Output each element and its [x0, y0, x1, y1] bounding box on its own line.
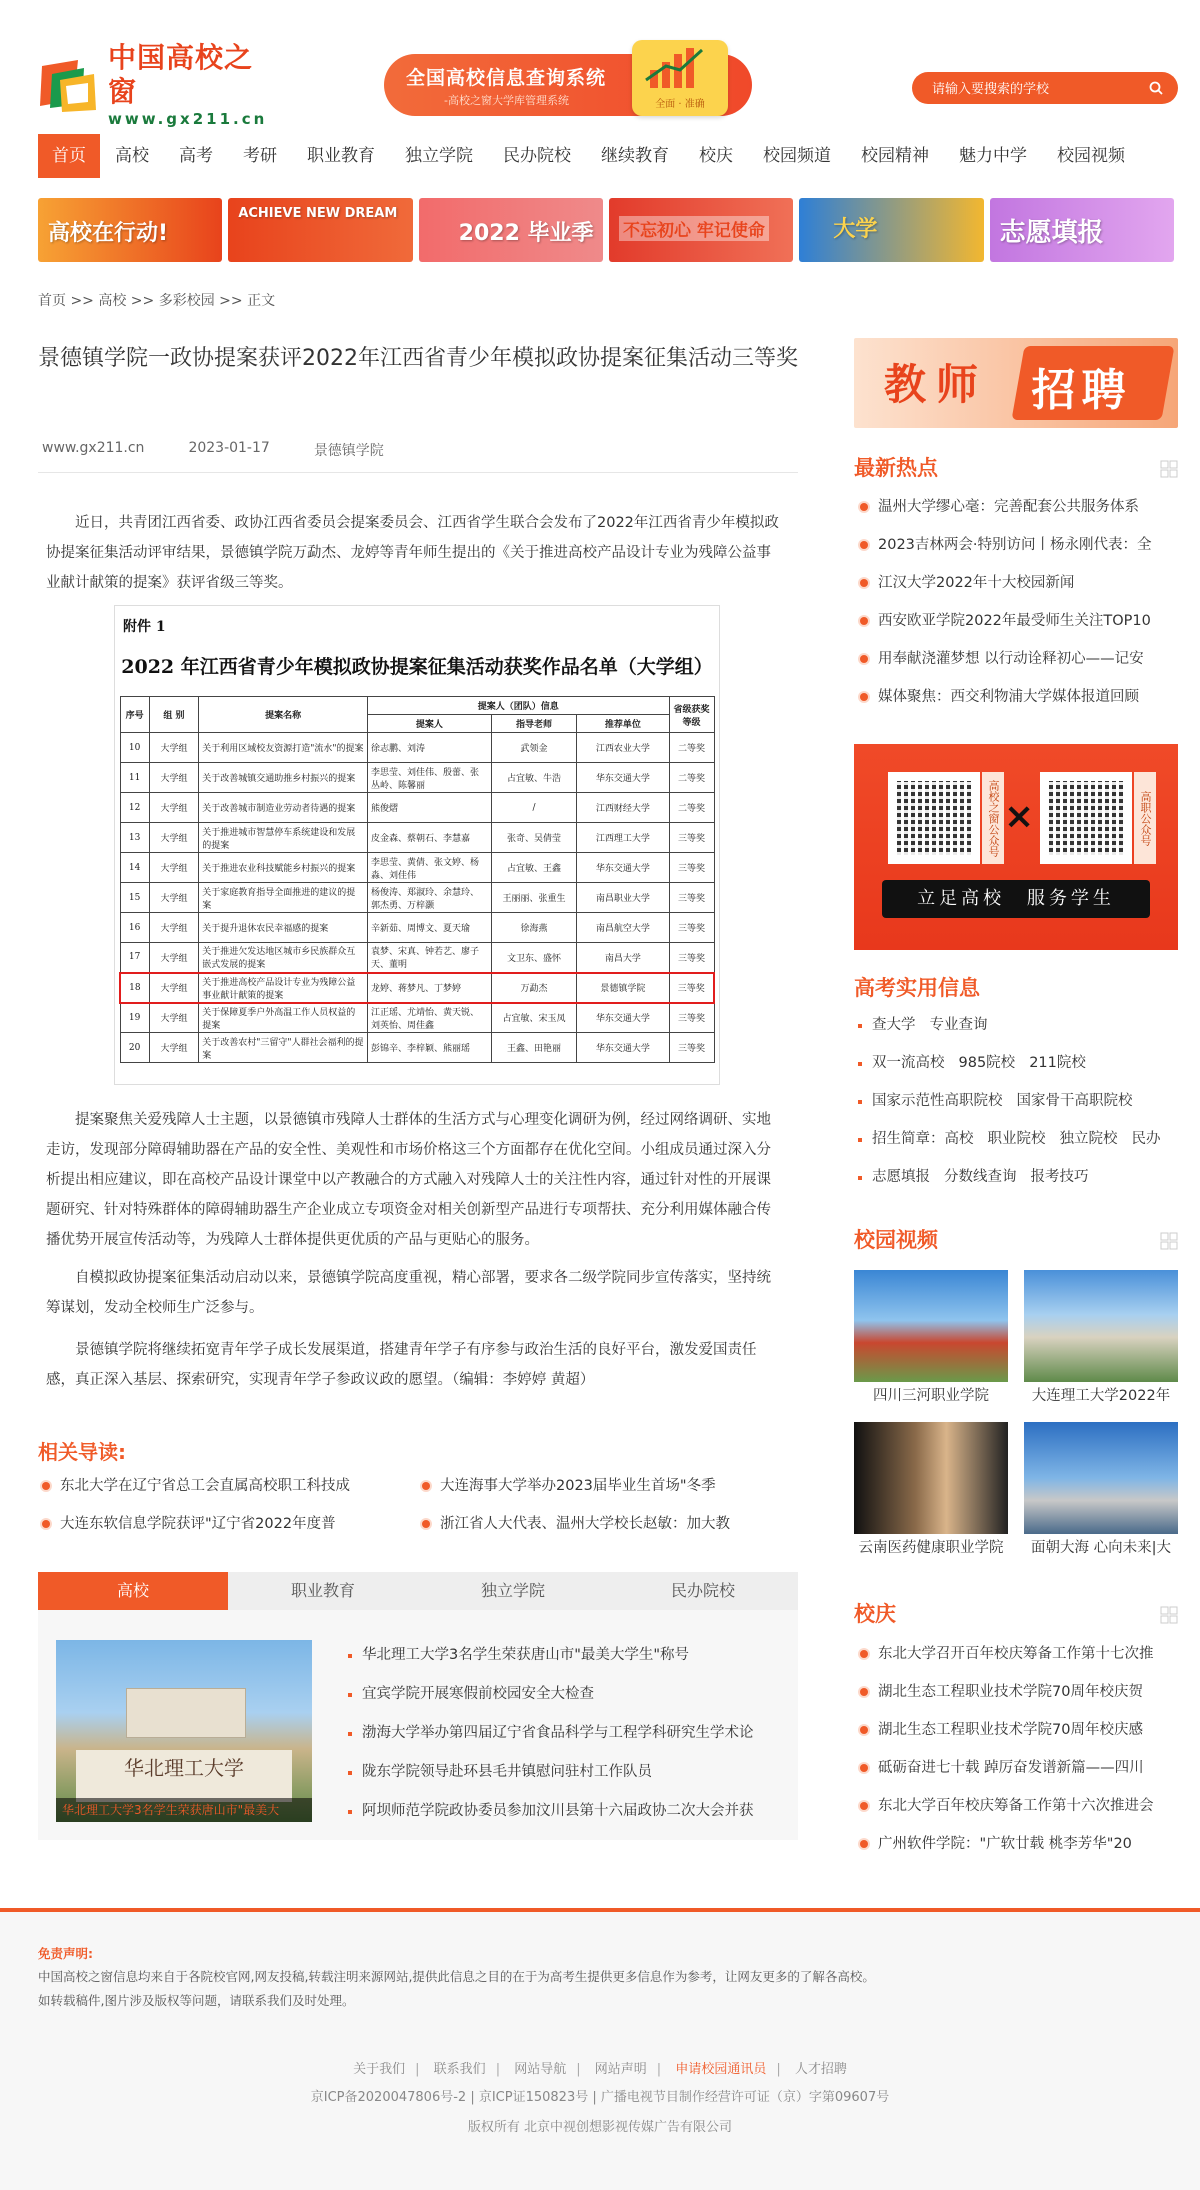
info-link[interactable]: 专业查询 — [929, 1017, 988, 1033]
video-thumbnail — [1024, 1422, 1178, 1534]
breadcrumb[interactable]: 首页 >> 高校 >> 多彩校园 >> 正文 — [38, 293, 276, 309]
award-cell: 熊俊熠 — [368, 793, 492, 823]
article-paragraph: 近日，共青团江西省委、政协江西省委员会提案委员会、江西省学生联合会发布了2022年江西省青少年模拟政协提案征集活动评审结果，景德镇学院万勐杰、龙婷等青年师生提出的《关于推进高校产品设计专业为残障公益事业献计献策的提案》获评省级三等奖。 — [46, 515, 779, 591]
award-cell: 李思莹、黄倩、张文婷、杨淼、刘佳伟 — [368, 853, 492, 883]
promo-banner[interactable] — [228, 198, 412, 262]
footer-links: 关于我们 | 联系我们 | 网站导航 | 网站声明 | 申请校园通讯员 | 人才招聘 — [353, 2062, 847, 2077]
award-cell: 三等奖 — [669, 1033, 714, 1063]
tab-news-link[interactable]: 华北理工大学3名学生荣获唐山市"最美大学生"称号 — [348, 1636, 788, 1675]
award-cell: 关于改善农村"三留守"人群社会福利的提案 — [199, 1033, 368, 1063]
award-cell: 武领金 — [491, 733, 577, 763]
search-input[interactable] — [932, 78, 1132, 98]
footer-link-correspondent[interactable]: 申请校园通讯员 — [675, 2062, 767, 2077]
related-link[interactable]: 大连海事大学举办2023届毕业生首场"冬季 — [418, 1474, 798, 1498]
featured-news-caption: 华北理工大学3名学生荣获唐山市"最美大 — [56, 1798, 312, 1822]
anniversary-heading — [854, 1598, 1178, 1628]
related-heading: 相关导读: — [38, 1440, 126, 1464]
col-header: 指导老师 — [491, 715, 577, 733]
promo-banner-text: 大学 — [833, 217, 878, 242]
promo-banner-text: 2022 毕业季 — [458, 221, 594, 246]
divider — [38, 472, 798, 473]
disclaimer-text: 中国高校之窗信息均来自于各院校官网,网友投稿,转载注明来源网站,提供此信息之目的在于为高考生提供更多信息作为参考，让网友更多的了解各高校。 — [38, 1969, 875, 1984]
tab-news-list — [348, 1636, 788, 1831]
article-paragraph: 提案聚焦关爱残障人士主题，以景德镇市残障人士群体的生活方式与心理变化调研为例，经过网络调研、实地走访，发现部分障碍辅助器在产品的安全性、美观性和市场价格这三个方面都存在优化空间。小组成员通过深入分析提出相应建议，即在高校产品设计课堂中以产教融合的方式融入对残障人士的关注性内容，通过针对性的开展课题研究、针对特殊群体的障碍辅助器生产企业成立专项资金对相关创新型产品进行专项帮扶、充分利用媒体融合传播优势开展宣传活动等，为残障人士群体提供更优质的产品与更贴心的服务。 — [46, 1112, 771, 1248]
award-cell: 大学组 — [149, 883, 199, 913]
award-cell: 张奇、吴倩莹 — [491, 823, 577, 853]
award-cell: 三等奖 — [669, 883, 714, 913]
article-paragraph: 自模拟政协提案征集活动启动以来，景德镇学院高度重视，精心部署，要求各二级学院同步宣传落实，坚持统筹谋划，发动全校师生广泛参与。 — [46, 1270, 771, 1316]
video-grid — [854, 1270, 1178, 1562]
award-list-image — [114, 605, 720, 1085]
campus-stone-text: 华北理工大学 — [76, 1750, 292, 1802]
award-cell: 占宜敏、牛浩 — [491, 763, 577, 793]
award-cell: 大学组 — [149, 943, 199, 973]
nav-independent[interactable]: 独立学院 — [405, 146, 473, 166]
award-cell: 三等奖 — [669, 943, 714, 973]
award-cell: 大学组 — [149, 763, 199, 793]
award-cell: 华东交通大学 — [577, 853, 669, 883]
tab-news-link[interactable]: 阿坝师范学院政协委员参加汶川县第十六届政协二次大会并获 — [348, 1792, 788, 1831]
award-cell: 江西财经大学 — [577, 793, 669, 823]
search-icon[interactable] — [1148, 80, 1164, 96]
award-cell: 12 — [120, 793, 149, 823]
award-cell: 大学组 — [149, 973, 199, 1003]
recruit-right-text: 招聘 — [1031, 365, 1132, 416]
related-link[interactable]: 浙江省人大代表、温州大学校长赵敏：加大教 — [418, 1512, 798, 1536]
hot-news-link[interactable]: 西安欧亚学院2022年最受师生关注TOP10 — [856, 602, 1178, 640]
award-row — [120, 763, 714, 793]
tab-independent[interactable]: 独立学院 — [480, 1581, 545, 1600]
main-nav — [38, 134, 1178, 178]
hot-news-link[interactable]: 温州大学缪心毫：完善配套公共服务体系 — [856, 488, 1178, 526]
hot-news-title: 最新热点 — [854, 456, 938, 480]
chart-illustration-icon — [632, 40, 728, 116]
award-cell: 袁梦、宋真、钟若艺、廖子天、董明 — [368, 943, 492, 973]
col-header: 省级获奖等级 — [669, 697, 714, 733]
award-cell: 18 — [120, 973, 149, 1003]
promo-banner-text: ACHIEVE NEW DREAM — [238, 206, 398, 221]
footer-link-contact[interactable]: 联系我们 — [433, 2062, 486, 2077]
award-cell: 三等奖 — [669, 1003, 714, 1033]
award-cell: 关于推进农业科技赋能乡村振兴的提案 — [199, 853, 368, 883]
award-cell: 大学组 — [149, 823, 199, 853]
related-link[interactable]: 大连东软信息学院获评"辽宁省2022年度普 — [38, 1512, 418, 1536]
footer-link-jobs[interactable]: 人才招聘 — [794, 2062, 847, 2077]
query-banner-title: 全国高校信息查询系统 — [406, 67, 607, 89]
university-query-banner[interactable] — [384, 54, 752, 116]
recruit-left-text: 教师 — [884, 360, 989, 409]
promo-banner-text: 不忘初心 牢记使命 — [619, 216, 769, 241]
article-paragraph: 景德镇学院将继续拓宽青年学子成长发展渠道，搭建青年学子有序参与政治生活的良好平台，激发爱国责任感，真正深入基层、探索研究，实现青年学子参政议政的愿望。（编辑：李婷婷 黄超） — [46, 1342, 757, 1388]
tab-panel — [38, 1610, 798, 1840]
award-cell: 大学组 — [149, 1003, 199, 1033]
info-row — [856, 1006, 1178, 1044]
logo-url: www.gx211.cn — [108, 110, 268, 128]
article-meta — [42, 440, 384, 460]
footer-link-statement[interactable]: 网站声明 — [594, 2062, 647, 2077]
wechat-qr-banner — [854, 744, 1178, 950]
nav-campus-channel[interactable]: 校园频道 — [763, 146, 831, 166]
award-cell: 南昌职业大学 — [577, 883, 669, 913]
tab-news-link[interactable]: 宜宾学院开展寒假前校园安全大检查 — [348, 1675, 788, 1714]
award-cell: 杨俊涛、郑淑玲、余慧玲、郭杰勇、万梓灏 — [368, 883, 492, 913]
col-group-header: 提案人（团队）信息 — [368, 697, 670, 715]
nav-vocational[interactable]: 职业教育 — [307, 146, 375, 166]
anniversary-title: 校庆 — [854, 1602, 896, 1626]
award-cell: 关于改善城市制造业劳动者待遇的提案 — [199, 793, 368, 823]
logo-mark-icon — [38, 56, 100, 114]
anniversary-link[interactable]: 东北大学百年校庆筹备工作第十六次推进会 — [856, 1787, 1178, 1825]
info-link[interactable]: 双一流高校 — [872, 1055, 945, 1071]
award-row — [120, 1003, 714, 1033]
video-thumbnail — [854, 1422, 1008, 1534]
promo-banner[interactable] — [990, 198, 1174, 262]
award-cell: 20 — [120, 1033, 149, 1063]
teacher-recruitment-banner[interactable] — [854, 338, 1178, 428]
award-cell: 14 — [120, 853, 149, 883]
award-cell: 19 — [120, 1003, 149, 1033]
award-cell: 徐海燕 — [491, 913, 577, 943]
recruit-badge — [1011, 346, 1174, 420]
award-cell: 三等奖 — [669, 853, 714, 883]
qr-caption: 立足高校 服务学生 — [882, 880, 1150, 918]
search-box[interactable] — [912, 72, 1178, 104]
tab-news-link[interactable]: 渤海大学举办第四届辽宁省食品科学与工程学科研究生学术论 — [348, 1714, 788, 1753]
info-row — [856, 1044, 1178, 1082]
anniversary-link[interactable]: 东北大学召开百年校庆筹备工作第十七次推 — [856, 1635, 1178, 1673]
category-tabs — [38, 1572, 798, 1610]
hot-news-link[interactable]: 媒体聚焦：西交利物浦大学媒体报道回顾 — [856, 678, 1178, 716]
more-grid-icon[interactable] — [1160, 1606, 1178, 1624]
video-card[interactable] — [854, 1422, 1008, 1562]
award-cell: 大学组 — [149, 913, 199, 943]
qr-code-icon — [888, 772, 980, 864]
video-card[interactable] — [1024, 1422, 1178, 1562]
disclaimer-text: 如转载稿件,图片涉及版权等问题，请联系我们及时处理。 — [38, 1993, 355, 2008]
award-cell: 16 — [120, 913, 149, 943]
info-link[interactable]: 分数线查询 — [944, 1169, 1017, 1185]
award-cell: 大学组 — [149, 733, 199, 763]
anniversary-link[interactable]: 砥砺奋进七十载 踔厉奋发谱新篇——四川 — [856, 1749, 1178, 1787]
award-row — [120, 943, 714, 973]
award-cell: 二等奖 — [669, 793, 714, 823]
hot-news-heading — [854, 452, 1178, 482]
award-row — [120, 913, 714, 943]
anniversary-list — [856, 1635, 1178, 1863]
award-cell: 13 — [120, 823, 149, 853]
hot-news-link[interactable]: 用奉献浇灌梦想 以行动诠释初心——记安 — [856, 640, 1178, 678]
info-link[interactable]: 独立院校 — [1059, 1131, 1118, 1147]
hot-news-link[interactable]: 2023吉林两会·特别访问丨杨永刚代表：全 — [856, 526, 1178, 564]
info-link[interactable]: 志愿填报 — [872, 1169, 930, 1185]
award-row — [120, 823, 714, 853]
tab-news-link[interactable]: 陇东学院领导赴环县毛井镇慰问驻村工作队员 — [348, 1753, 788, 1792]
info-link[interactable]: 985院校 — [958, 1055, 1016, 1071]
award-cell: 关于提升退休农民幸福感的提案 — [199, 913, 368, 943]
award-row — [120, 793, 714, 823]
award-cell: 皮金森、蔡朝石、李慧嘉 — [368, 823, 492, 853]
video-thumbnail — [854, 1270, 1008, 1382]
building-illustration — [126, 1688, 246, 1738]
col-header: 提案名称 — [199, 697, 368, 733]
info-link[interactable]: 民办 — [1131, 1131, 1161, 1147]
hot-news-link[interactable]: 江汉大学2022年十大校园新闻 — [856, 564, 1178, 602]
hot-news-list — [856, 488, 1178, 716]
nav-campus-video[interactable]: 校园视频 — [1057, 146, 1125, 166]
info-link[interactable]: 职业院校 — [987, 1131, 1046, 1147]
award-cell: 文卫东、盛怀 — [491, 943, 577, 973]
award-cell: 关于利用区域校友资源打造"流水"的提案 — [199, 733, 368, 763]
video-title: 校园视频 — [854, 1228, 938, 1252]
footer-link-about[interactable]: 关于我们 — [353, 2062, 406, 2077]
icp-info: 京ICP备2020047806号-2 | 京ICP证150823号 | 广播电视节目制作经营许可证（京）字第09607号 — [310, 2090, 890, 2105]
award-cell: 15 — [120, 883, 149, 913]
award-cell: 11 — [120, 763, 149, 793]
query-banner-badge: 全面 · 准确 — [655, 99, 705, 110]
award-cell: 二等奖 — [669, 763, 714, 793]
award-cell: 王鑫、田艳丽 — [491, 1033, 577, 1063]
nav-anniversary[interactable]: 校庆 — [699, 146, 733, 166]
promo-banner-text: 志愿填报 — [999, 218, 1104, 248]
anniversary-link[interactable]: 广州软件学院："广软廿载 桃李芳华"20 — [856, 1825, 1178, 1863]
col-header: 组 别 — [149, 697, 199, 733]
award-row — [120, 733, 714, 763]
exam-info-list — [856, 1006, 1178, 1196]
disclaimer-title: 免责声明: — [38, 1946, 93, 1961]
info-row — [856, 1158, 1178, 1196]
video-thumbnail — [1024, 1270, 1178, 1382]
nav-universities[interactable]: 高校 — [115, 146, 149, 166]
promo-banner[interactable] — [419, 198, 603, 262]
award-row — [120, 1033, 714, 1063]
info-link[interactable]: 国家示范性高职院校 — [872, 1093, 1003, 1109]
nav-continuing[interactable]: 继续教育 — [601, 146, 669, 166]
info-link[interactable]: 查大学 — [872, 1017, 916, 1033]
article-author: 景德镇学院 — [313, 443, 384, 459]
award-cell: 徐志鹏、刘涛 — [368, 733, 492, 763]
award-cell: 彭锦辛、李梓颖、熊丽瑶 — [368, 1033, 492, 1063]
promo-banner-text: 高校在行动! — [48, 221, 169, 246]
award-cell: 二等奖 — [669, 733, 714, 763]
figure-heading: 2022 年江西省青少年模拟政协提案征集活动获奖作品名单（大学组） — [121, 656, 713, 678]
award-cell: 关于改善城镇交通助推乡村振兴的提案 — [199, 763, 368, 793]
col-header: 提案人 — [368, 715, 492, 733]
times-icon: × — [1004, 796, 1035, 837]
award-cell: 大学组 — [149, 853, 199, 883]
qr-side-label: 高校之窗公众号 — [982, 772, 1004, 864]
anniversary-link[interactable]: 湖北生态工程职业技术学院70周年校庆贺 — [856, 1673, 1178, 1711]
info-row — [856, 1120, 1178, 1158]
award-cell: / — [491, 793, 577, 823]
award-cell: 10 — [120, 733, 149, 763]
award-cell: 江西农业大学 — [577, 733, 669, 763]
footer — [0, 1912, 1200, 2190]
award-cell: 三等奖 — [669, 823, 714, 853]
info-row — [856, 1082, 1178, 1120]
award-cell: 南昌大学 — [577, 943, 669, 973]
video-card[interactable] — [1024, 1270, 1178, 1410]
exam-info-heading — [854, 972, 1178, 1002]
tab-universities[interactable]: 高校 — [38, 1572, 228, 1610]
info-link[interactable]: 国家骨干高职院校 — [1016, 1093, 1133, 1109]
award-cell: 江西理工大学 — [577, 823, 669, 853]
award-cell: 龙婷、蒋梦凡、丁梦婷 — [368, 973, 492, 1003]
more-grid-icon[interactable] — [1160, 460, 1178, 478]
related-list — [38, 1474, 798, 1536]
video-caption: 面朝大海 心向未来|大 — [1031, 1540, 1171, 1556]
award-cell: 华东交通大学 — [577, 1033, 669, 1063]
site-logo[interactable] — [38, 41, 270, 128]
tab-private[interactable]: 民办院校 — [670, 1581, 735, 1600]
nav-kaoyan[interactable]: 考研 — [243, 146, 277, 166]
col-header: 序号 — [120, 697, 149, 733]
info-link[interactable]: 211院校 — [1029, 1055, 1086, 1071]
article-date: 2023-01-17 — [188, 440, 270, 456]
figure-attachment-label: 附件 1 — [123, 619, 166, 635]
award-cell: 占宜敏、王鑫 — [491, 853, 577, 883]
award-cell: 华东交通大学 — [577, 763, 669, 793]
info-link[interactable]: 报考技巧 — [1030, 1169, 1089, 1185]
award-cell: 关于推进高校产品设计专业为残障公益事业献计献策的提案 — [199, 973, 368, 1003]
exam-info-title: 高考实用信息 — [854, 976, 980, 1000]
related-link[interactable]: 东北大学在辽宁省总工会直属高校职工科技成 — [38, 1474, 418, 1498]
award-table — [119, 696, 715, 1063]
award-row — [120, 853, 714, 883]
promo-banner[interactable] — [609, 198, 793, 262]
nav-gaokao[interactable]: 高考 — [179, 146, 213, 166]
award-cell: 李思莹、刘佳伟、殷蕾、张丛岭、陈馨丽 — [368, 763, 492, 793]
more-grid-icon[interactable] — [1160, 1232, 1178, 1250]
award-cell: 华东交通大学 — [577, 1003, 669, 1033]
nav-home[interactable]: 首页 — [38, 134, 100, 178]
footer-link-sitemap[interactable]: 网站导航 — [514, 2062, 567, 2077]
query-banner-subtitle: -高校之窗大学库管理系统 — [444, 94, 569, 107]
award-cell: 大学组 — [149, 1033, 199, 1063]
nav-campus-spirit[interactable]: 校园精神 — [861, 146, 929, 166]
promo-banner[interactable] — [799, 198, 983, 262]
award-cell: 关于推进城市智慧停车系统建设和发展的提案 — [199, 823, 368, 853]
award-cell: 王丽丽、张重生 — [491, 883, 577, 913]
promo-banner-strip — [38, 198, 1174, 262]
video-card[interactable] — [854, 1270, 1008, 1410]
award-cell: 辛新茹、周博文、夏天瑜 — [368, 913, 492, 943]
anniversary-link[interactable]: 湖北生态工程职业技术学院70周年校庆感 — [856, 1711, 1178, 1749]
article-source: www.gx211.cn — [42, 440, 145, 456]
award-cell: 景德镇学院 — [577, 973, 669, 1003]
award-cell: 江正瑶、尤靖怡、黄天锐、刘英怡、周佳鑫 — [368, 1003, 492, 1033]
award-cell: 大学组 — [149, 793, 199, 823]
award-cell: 关于保障夏季户外高温工作人员权益的提案 — [199, 1003, 368, 1033]
video-caption: 大连理工大学2022年 — [1031, 1388, 1171, 1404]
award-cell: 关于家庭教育指导全面推进的建议的提案 — [199, 883, 368, 913]
award-row — [120, 883, 714, 913]
tab-vocational[interactable]: 职业教育 — [290, 1581, 355, 1600]
award-row — [120, 973, 714, 1003]
award-cell: 关于推进欠发达地区城市乡民族群众互嵌式发展的提案 — [199, 943, 368, 973]
video-caption: 四川三河职业学院 — [873, 1388, 989, 1404]
promo-banner[interactable] — [38, 198, 222, 262]
award-cell: 占宜敏、宋玉凤 — [491, 1003, 577, 1033]
award-cell: 三等奖 — [669, 973, 714, 1003]
nav-middle-school[interactable]: 魅力中学 — [959, 146, 1027, 166]
award-cell: 南昌航空大学 — [577, 913, 669, 943]
qr-code-icon — [1040, 772, 1132, 864]
award-cell: 万勐杰 — [491, 973, 577, 1003]
qr-side-label: 高职公众号 — [1134, 772, 1156, 864]
info-link[interactable]: 招生简章：高校 — [872, 1131, 974, 1147]
video-caption: 云南医药健康职业学院 — [858, 1540, 1004, 1556]
logo-title: 中国高校之窗 — [108, 41, 254, 108]
copyright: 版权所有 北京中视创想影视传媒广告有限公司 — [467, 2120, 733, 2135]
video-heading — [854, 1224, 1178, 1254]
article-title: 景德镇学院一政协提案获评2022年江西省青少年模拟政协提案征集活动三等奖 — [38, 346, 798, 371]
award-cell: 三等奖 — [669, 913, 714, 943]
nav-private[interactable]: 民办院校 — [503, 146, 571, 166]
col-header: 推荐单位 — [577, 715, 669, 733]
award-cell: 17 — [120, 943, 149, 973]
featured-news-image[interactable] — [56, 1640, 312, 1822]
